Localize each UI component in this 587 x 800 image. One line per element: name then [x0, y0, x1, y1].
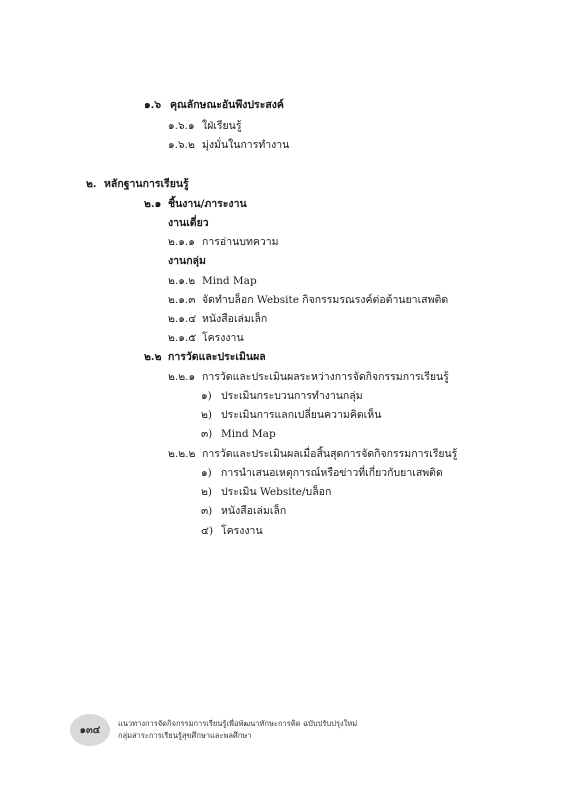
item-2-1-3: [168, 293, 448, 307]
item-number: ๒.๑.๔: [168, 313, 197, 325]
footer-book-title: แนวทางการจัดกิจกรรมการเรียนรู้เพื่อพัฒนาทักษะการคิด ฉบับปรับปรุงใหม่: [118, 719, 358, 728]
section-title: หลักฐานการเรียนรู้: [104, 178, 189, 190]
sub-item-text: การนำเสนอเหตุการณ์หรือข่าวที่เกี่ยวกับยาเสพติด: [221, 467, 443, 479]
item-2-1-1: [168, 235, 279, 249]
item-1-6-1: [168, 119, 241, 133]
sub-item-number: ๒): [201, 409, 213, 421]
heading-1-6: [144, 98, 284, 112]
subheading-individual: งานเดี่ยว: [168, 217, 209, 229]
sub-item-text: ประเมินการแลกเปลี่ยนความคิดเห็น: [221, 409, 382, 421]
sub-item-number: ๔): [201, 525, 214, 537]
heading-2: [86, 177, 189, 191]
item-text: หนังสือเล่มเล็ก: [202, 313, 268, 325]
item-text: จัดทำบล็อก Website กิจกรรมรณรงค์ต่อต้านยาเสพติด: [202, 294, 449, 306]
page-number-badge: ๑๓๔: [70, 714, 110, 746]
item-2-1-4: [168, 312, 267, 326]
section-number: ๒.๒: [144, 351, 162, 363]
sub-item-b3: [201, 504, 286, 518]
sub-item-text: Mind Map: [221, 428, 276, 440]
heading-2-1: [144, 197, 247, 211]
sub-item-b1: [201, 466, 443, 480]
item-text: มุ่งมั่นในการทำงาน: [202, 139, 290, 151]
item-number: ๑.๖.๒: [168, 139, 195, 151]
heading-2-2: [144, 350, 266, 364]
sub-item-number: ๑): [201, 390, 212, 402]
section-title: คุณลักษณะอันพึงประสงค์: [170, 99, 284, 111]
item-text: การวัดและประเมินผลเมื่อสิ้นสุดการจัดกิจกรรมการเรียนรู้: [202, 448, 458, 460]
section-number: ๑.๖: [144, 99, 161, 111]
item-2-2-2: [168, 447, 457, 461]
section-number: ๒.: [86, 178, 97, 190]
sub-item-b4: [201, 524, 263, 538]
sub-item-b2: [201, 485, 331, 499]
item-text: โครงงาน: [202, 332, 244, 344]
item-2-1-2: [168, 274, 257, 288]
item-text: การวัดและประเมินผลระหว่างการจัดกิจกรรมการเรียนรู้: [202, 371, 449, 383]
sub-item-a1: [201, 389, 363, 403]
item-text: ใฝ่เรียนรู้: [202, 120, 242, 132]
subheading-group: งานกลุ่ม: [168, 255, 206, 267]
sub-item-a2: [201, 408, 381, 422]
footer-subject: กลุ่มสาระการเรียนรู้สุขศึกษาและพลศึกษา: [118, 731, 252, 740]
item-number: ๒.๑.๑: [168, 236, 195, 248]
item-1-6-2: [168, 138, 289, 152]
item-2-1-5: [168, 331, 244, 345]
item-text: Mind Map: [202, 275, 257, 287]
sub-item-text: โครงงาน: [221, 525, 263, 537]
item-number: ๑.๖.๑: [168, 120, 195, 132]
item-number: ๒.๑.๒: [168, 275, 196, 287]
sub-item-text: ประเมินกระบวนการทำงานกลุ่ม: [221, 390, 363, 402]
sub-item-text: ประเมิน Website/บล็อก: [221, 486, 332, 498]
sub-item-a3: [201, 427, 276, 441]
sub-item-number: ๓): [201, 505, 213, 517]
item-text: การอ่านบทความ: [202, 236, 279, 248]
sub-item-text: หนังสือเล่มเล็ก: [221, 505, 287, 517]
item-number: ๒.๑.๕: [168, 332, 197, 344]
sub-item-number: ๓): [201, 428, 213, 440]
item-number: ๒.๑.๓: [168, 294, 196, 306]
item-number: ๒.๒.๒: [168, 448, 196, 460]
item-number: ๒.๒.๑: [168, 371, 196, 383]
item-2-2-1: [168, 370, 449, 384]
section-number: ๒.๑: [144, 198, 162, 210]
section-title: ชิ้นงาน/ภาระงาน: [168, 198, 247, 210]
sub-item-number: ๑): [201, 467, 212, 479]
section-title: การวัดและประเมินผล: [168, 351, 266, 363]
sub-item-number: ๒): [201, 486, 213, 498]
